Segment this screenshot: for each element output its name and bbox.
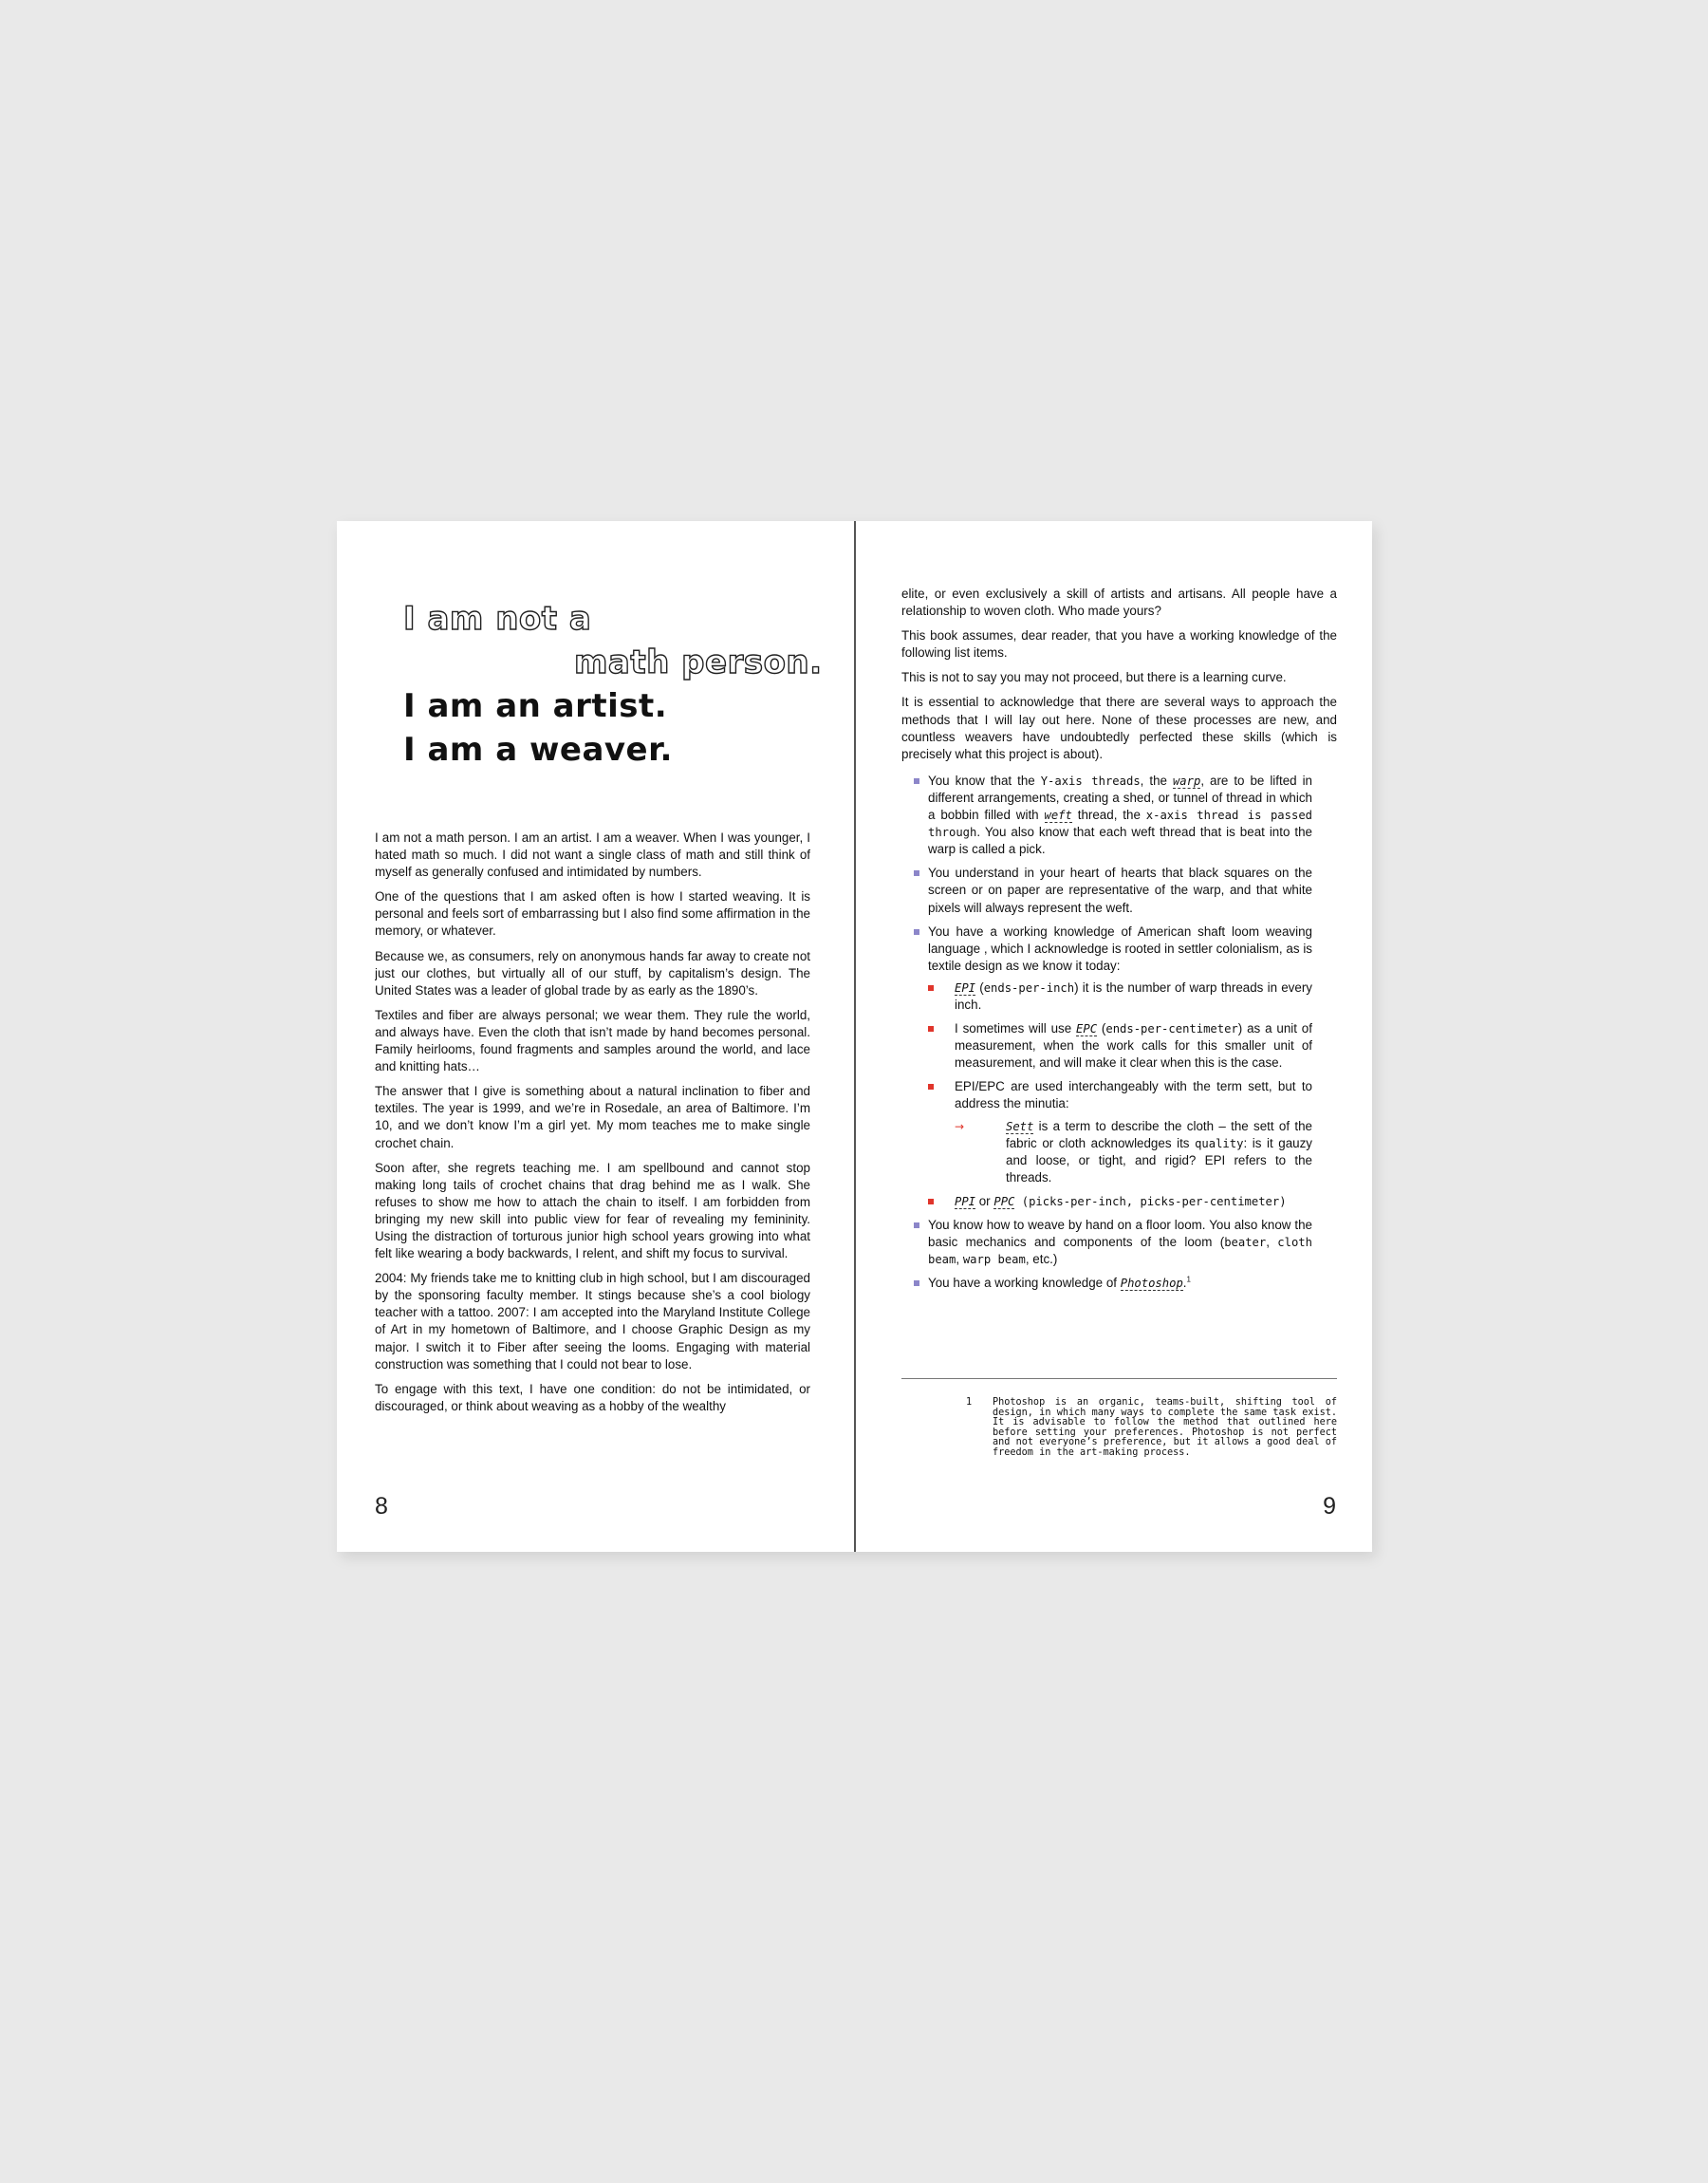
list-item: You have a working knowledge of American shaft loom weaving language , which I acknowledge is rooted in settler colonialism, as is textile design as we know it today: EPI (ends-per-inch) it is the number of warp threads in every inch. I sometimes will use EPC (ends-per-centimeter) as a unit of measurement, when the work calls for this smaller unit of measurement, and will make it clear when this is the case. EPI/EPC are used interchangeably with the term sett, but to address the minutia: → Sett is a term to describe the cloth – the sett of the fabric or cloth acknowledges its quality: is it gauzy and loose, or tight, and rigid? EPI refers to the threads. PPI or PPC (picks-per-inch, picks-per-centimeter) xyxy=(901,924,1337,1210)
paragraph: I am not a math person. I am an artist. I am a weaver. When I was younger, I hated math so much. I did not want a single class of math and still think of myself as generally confused and intimidated by numbers. xyxy=(375,830,810,880)
nested-sublist xyxy=(955,1118,1312,1186)
sublist-item: EPI (ends-per-inch) it is the number of warp threads in every inch. xyxy=(928,980,1312,1014)
list-item: You understand in your heart of hearts that black squares on the screen or on paper are representative of the warp, and that white pixels will always represent the weft. xyxy=(901,865,1337,916)
left-body-text xyxy=(375,830,810,1484)
knowledge-list xyxy=(901,773,1337,1293)
book-spread xyxy=(337,521,1372,1552)
footnote-text: Photoshop is an organic, teams-built, shifting tool of design, in which many ways to complete the same task exist. It is advisable to follow the method that outlined here before setting your preferences. Photoshop is not perfect and not everyone’s preference, but it allows a good deal of freedom in the art-making process. xyxy=(993,1397,1337,1458)
page-number-left: 8 xyxy=(375,1493,388,1520)
paragraph: One of the questions that I am asked often is how I started weaving. It is personal and feels sort of embarrassing but I also find some affirmation in the memory, or whatever. xyxy=(375,889,810,939)
paragraph: Soon after, she regrets teaching me. I am spellbound and cannot stop making long tails of crochet chains that drag behind me as I walk. She refuses to show me how to attach the chain to itself. I am forbidden from bringing my new skill into public view for fear of revealing my femininity. Using the distraction of torturous junior high school years growing into what felt like wearing a body backwards, I relent, and shift my focus to survival. xyxy=(375,1160,810,1261)
title-line-4: I am a weaver. xyxy=(403,731,673,769)
paragraph: To engage with this text, I have one condition: do not be intimidated, or discouraged, or think about weaving as a hobby of the wealthy xyxy=(375,1381,810,1413)
page-number-right: 9 xyxy=(1323,1493,1336,1520)
list-item: You know that the Y-axis threads, the warp, are to be lifted in different arrangements, creating a shed, or tunnel of thread in which a bobbin filled with weft thread, the x-axis thread is passed through. You also know that each weft thread that is beat into the warp is called a pick. xyxy=(901,773,1337,858)
list-item: You have a working knowledge of Photoshop.$^1$ xyxy=(901,1275,1337,1292)
footnote-reference: 1 xyxy=(1186,1275,1191,1284)
title-line-3: I am an artist. xyxy=(403,687,668,725)
list-item: You know how to weave by hand on a floor loom. You also know the basic mechanics and components of the loom (beater, cloth beam, warp beam, etc.) xyxy=(901,1217,1337,1268)
sublist-item: PPI or PPC (picks-per-inch, picks-per-centimeter) xyxy=(928,1193,1312,1210)
right-page xyxy=(856,521,1372,1552)
paragraph: Because we, as consumers, rely on anonymous hands far away to create not just our clothes, but virtually all of our stuff, by capitalism’s design. The United States was a leader of global trade by as early as the 1890’s. xyxy=(375,948,810,998)
left-page xyxy=(337,521,854,1552)
title-line-1: I am not a xyxy=(403,600,592,638)
arrow-right-icon: → xyxy=(955,1119,965,1133)
nested-sublist-item: → Sett is a term to describe the cloth – the sett of the fabric or cloth acknowledges its quality: is it gauzy and loose, or tight, and rigid? EPI refers to the threads. xyxy=(955,1118,1312,1185)
right-body-text xyxy=(901,586,1337,1298)
paragraph: The answer that I give is something about a natural inclination to fiber and textiles. The year is 1999, and we’re in Rosedale, an area of Baltimore. I’m 10, and we don’t know I’m a girl yet. My mom teaches me to make single crochet chain. xyxy=(375,1084,810,1150)
footnote-number: 1 xyxy=(966,1397,973,1408)
paragraph: elite, or even exclusively a skill of artists and artisans. All people have a relationship to woven cloth. Who made yours? xyxy=(901,587,1337,619)
sublist-item: I sometimes will use EPC (ends-per-centimeter) as a unit of measurement, when the work calls for this smaller unit of measurement, and will make it clear when this is the case. xyxy=(928,1020,1312,1072)
paragraph: This is not to say you may not proceed, but there is a learning curve. xyxy=(901,670,1287,685)
paragraph: Textiles and fiber are always personal; we wear them. They rule the world, and always have. Even the cloth that isn’t made by hand becomes personal. Family heirlooms, found fragments and samples around the world, and lace and knitting hats… xyxy=(375,1007,810,1074)
paragraph: 2004: My friends take me to knitting club in high school, but I am discouraged by the sponsoring faculty member. It stings because she’s a cool biology teacher with a tattoo. 2007: I am accepted into the Maryland Institute College of Art in my hometown of Baltimore, and I choose Graphic Design as my major. I switch it to Fiber after seeing the looms. Engaging with material construction was something that I could not bear to lose. xyxy=(375,1271,810,1371)
page-title xyxy=(403,597,823,772)
paragraph: This book assumes, dear reader, that you have a working knowledge of the following list items. xyxy=(901,628,1337,661)
sublist xyxy=(928,980,1312,1210)
title-line-2: math person. xyxy=(574,644,823,681)
paragraph: It is essential to acknowledge that there are several ways to approach the methods that I will lay out here. None of these processes are new, and countless weavers have undoubtedly perfected these skills (which is precisely what this project is about). xyxy=(901,695,1337,761)
footnote xyxy=(901,1398,1337,1459)
sublist-item: EPI/EPC are used interchangeably with the term sett, but to address the minutia: → Sett is a term to describe the cloth – the sett of the fabric or cloth acknowledges its quality: is it gauzy and loose, or tight, and rigid? EPI refers to the threads. xyxy=(928,1078,1312,1186)
footnote-divider xyxy=(901,1378,1337,1379)
